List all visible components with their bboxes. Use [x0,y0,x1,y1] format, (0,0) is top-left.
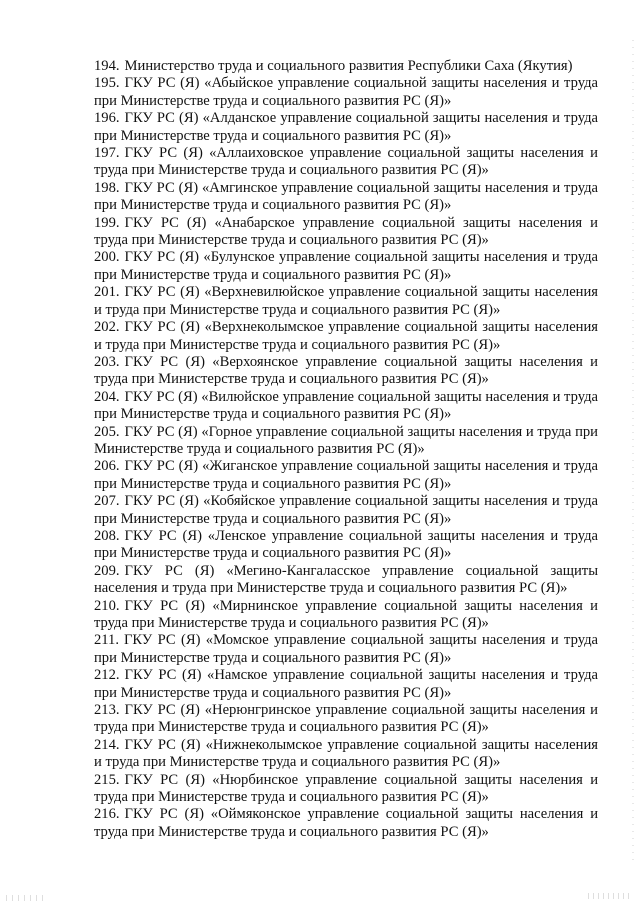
item-number: 205. [94,423,120,440]
item-text: ГКУ РС (Я) «Горное управление социальной защиты населения и труда при Министерстве труда и социального развития РС (Я)» [94,423,598,457]
item-number: 204. [94,388,120,405]
item-text: ГКУ РС (Я) «Аллаиховское управление социальной защиты населения и труда при Министерстве труда и социального развития РС (Я)» [94,145,598,179]
list-item [94,772,598,807]
list-item [94,667,598,702]
item-number: 213. [94,702,120,719]
list-item [94,632,598,667]
item-text: ГКУ РС (Я) «Нерюнгринское управление социальной защиты населения и труда при Министерстве труда и социального развития РС (Я)» [94,702,598,736]
item-number: 203. [94,353,120,370]
list-item [94,389,598,424]
item-text: ГКУ РС (Я) «Булунское управление социальной защиты населения и труда при Министерстве труда и социального развития РС (Я)» [94,249,598,283]
item-number: 195. [94,75,120,92]
list-item [94,284,598,319]
item-text: ГКУ РС (Я) «Вилюйское управление социальной защиты населения и труда при Министерстве труда и социального развития РС (Я)» [94,388,598,423]
item-number: 210. [94,597,120,614]
list-item [94,458,598,493]
list-item [94,75,598,110]
item-text: ГКУ РС (Я) «Мирнинское управление социальной защиты населения и труда при Министерстве труда и социального развития РС (Я)» [94,597,598,631]
list-item [94,180,598,215]
item-number: 198. [94,179,120,196]
item-text: ГКУ РС (Я) «Момское управление социальной защиты населения и труда при Министерстве труда и социального развития РС (Я)» [94,632,598,666]
item-number: 214. [94,736,120,753]
list-item [94,58,598,75]
item-text: ГКУ РС (Я) «Алданское управление социальной защиты населения и труда при Министерстве труда и социального развития РС (Я)» [94,110,598,144]
list-item [94,215,598,250]
item-text: ГКУ РС (Я) «Верхнеколымское управление социальной защиты населения и труда при Министерстве труда и социального развития РС (Я)» [94,319,598,353]
item-number: 206. [94,458,120,475]
item-text: ГКУ РС (Я) «Нижнеколымское управление социальной защиты населения и труда при Министерстве труда и социального развития РС (Я)» [94,736,598,771]
item-number: 211. [94,632,119,649]
list-item [94,354,598,389]
item-number: 215. [94,771,120,788]
item-number: 201. [94,284,120,301]
entry-list [94,58,598,841]
item-text: ГКУ РС (Я) «Мегино-Кангаласское управление социальной защиты населения и труда при Министерстве труда и социального развития РС (Я)» [94,562,598,597]
item-text: ГКУ РС (Я) «Амгинское управление социальной защиты населения и труда при Министерстве труда и социального развития РС (Я)» [94,179,598,214]
item-number: 208. [94,527,120,544]
item-text: ГКУ РС (Я) «Анабарское управление социальной защиты населения и труда при Министерстве труда и социального развития РС (Я)» [94,214,598,249]
scan-noise-right [588,893,632,899]
list-item [94,145,598,180]
item-text: ГКУ РС (Я) «Оймяконское управление социальной защиты населения и труда при Министерстве труда и социального развития РС (Я)» [94,806,598,840]
list-item [94,319,598,354]
list-item [94,806,598,841]
item-text: ГКУ РС (Я) «Нюрбинское управление социальной защиты населения и труда при Министерстве труда и социального развития РС (Я)» [94,771,598,806]
item-number: 212. [94,667,120,684]
list-item [94,563,598,598]
list-item [94,424,598,459]
item-text: ГКУ РС (Я) «Жиганское управление социальной защиты населения и труда при Министерстве труда и социального развития РС (Я)» [94,458,598,492]
item-number: 197. [94,145,120,162]
item-text: ГКУ РС (Я) «Верхоянское управление социальной защиты населения и труда при Министерстве труда и социального развития РС (Я)» [94,353,598,388]
item-number: 202. [94,319,120,336]
item-text: ГКУ РС (Я) «Верхневилюйское управление социальной защиты населения и труда при Министерстве труда и социального развития РС (Я)» [94,284,598,318]
list-item [94,249,598,284]
item-number: 200. [94,249,120,266]
item-number: 196. [94,110,120,127]
item-number: 194. [94,58,120,74]
scan-edge-marks [632,40,634,860]
list-item [94,737,598,772]
list-item [94,702,598,737]
item-text: Министерство труда и социального развития Республики Саха (Якутия) [124,58,573,74]
item-text: ГКУ РС (Я) «Кобяйское управление социальной защиты населения и труда при Министерстве труда и социального развития РС (Я)» [94,493,598,527]
item-number: 216. [94,806,120,823]
list-item [94,110,598,145]
item-number: 209. [94,562,120,579]
list-item [94,493,598,528]
item-text: ГКУ РС (Я) «Намское управление социальной защиты населения и труда при Министерстве труда и социального развития РС (Я)» [94,667,598,701]
item-text: ГКУ РС (Я) «Ленское управление социальной защиты населения и труда при Министерстве труда и социального развития РС (Я)» [94,527,598,562]
list-item [94,598,598,633]
scan-noise-left [6,895,46,901]
list-item [94,528,598,563]
item-number: 207. [94,493,120,510]
item-number: 199. [94,214,120,231]
item-text: ГКУ РС (Я) «Абыйское управление социальной защиты населения и труда при Министерстве труда и социального развития РС (Я)» [94,75,598,109]
